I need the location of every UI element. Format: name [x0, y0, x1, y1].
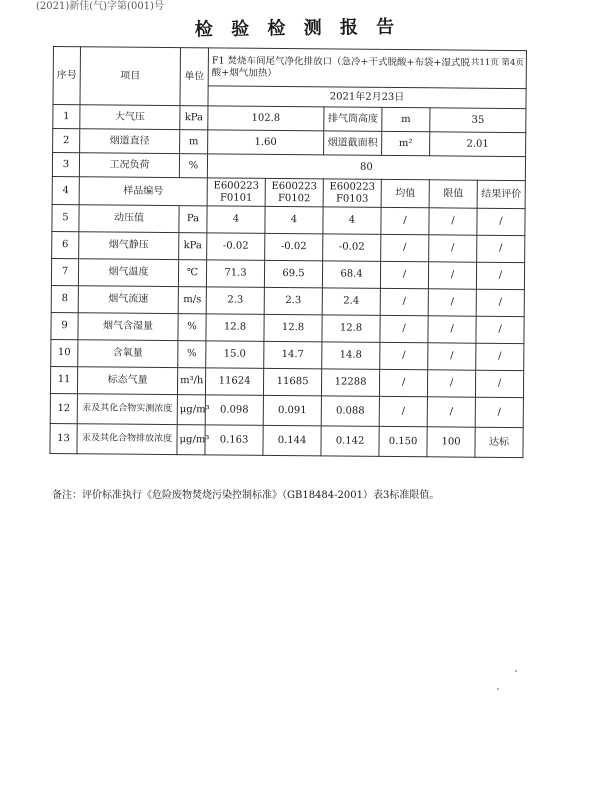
location-text: F1 焚烧车间尾气净化排放口（急冷+干式脱酸+布袋+湿式脱酸+烟气加热） [211, 55, 470, 79]
table-row [50, 393, 523, 427]
row-value-1: -0.02 [207, 233, 265, 261]
row-value2: 35 [430, 108, 526, 133]
row-limit: / [428, 262, 476, 289]
row-item2: 排气筒高度 [324, 107, 382, 132]
row-limit: 100 [427, 427, 475, 457]
row-average: / [380, 342, 428, 369]
row-value-3: 0.088 [321, 396, 379, 427]
table-row [50, 366, 523, 397]
row-value2: 2.01 [430, 132, 526, 157]
row-no: 5 [52, 204, 79, 231]
row-unit: % [178, 341, 206, 368]
measurement-rows [50, 204, 525, 457]
row-value-3: 2.4 [322, 288, 380, 316]
row-no: 4 [52, 176, 79, 204]
row-unit: m [180, 130, 208, 154]
col-limit-header: 限值 [429, 180, 477, 208]
row-unit: % [178, 314, 206, 341]
row-evaluation: / [475, 370, 523, 397]
date-cell: 2021年2月23日 [208, 86, 526, 109]
sample-id-1: E600223 F0101 [207, 178, 265, 207]
col-item-header: 项目 [80, 47, 181, 106]
location-cell [208, 48, 526, 89]
col-no-header: 序号 [53, 47, 81, 105]
row-evaluation: / [476, 343, 524, 370]
row-unit2: m² [382, 131, 430, 155]
row-average: / [380, 315, 428, 342]
row-evaluation: / [475, 397, 523, 427]
row-value: 80 [207, 154, 525, 181]
row-value-3: 0.142 [321, 426, 379, 457]
row-value-2: 11685 [263, 368, 321, 396]
row-item: 动压值 [79, 205, 179, 233]
sample-id-2: E600223 F0102 [265, 178, 323, 207]
row-item: 烟道直径 [80, 129, 180, 154]
row-item: 样品编号 [79, 177, 207, 206]
row-item: 工况负荷 [79, 153, 179, 178]
table-row [51, 258, 524, 289]
table-row [52, 231, 525, 262]
row-value-2: 12.8 [264, 314, 322, 342]
row-no: 3 [52, 153, 79, 177]
row-unit: ℃ [178, 260, 206, 287]
row-no: 11 [50, 366, 77, 393]
row-limit: / [427, 397, 475, 427]
document-reference: (2021)新佳(气)字第(001)号 [36, 1, 164, 12]
row-no: 9 [51, 312, 78, 339]
table-row [50, 423, 523, 457]
row-unit: kPa [180, 106, 208, 130]
row-value-3: 4 [323, 207, 381, 235]
row-value-3: 14.8 [322, 342, 380, 370]
row-value-2: 69.5 [264, 260, 322, 288]
row-item: 含氧量 [78, 340, 178, 368]
row-no: 2 [53, 129, 80, 153]
row-no: 13 [50, 423, 77, 453]
row-item: 汞及其化合物排放浓度 [77, 424, 177, 455]
table-row [52, 204, 525, 235]
row-unit: Pa [179, 206, 207, 233]
row-limit: / [427, 370, 475, 397]
row-average: / [379, 369, 427, 396]
row-limit: / [429, 208, 477, 235]
row-average: / [381, 234, 429, 261]
row-no: 7 [51, 258, 78, 285]
table-row [51, 285, 524, 316]
data-table [49, 46, 527, 458]
row-evaluation: / [476, 289, 524, 316]
row-value-1: 71.3 [206, 260, 264, 288]
row-value-2: 0.144 [263, 425, 321, 456]
page-info: 共11页 第4页 [470, 57, 524, 68]
row-unit2: m [382, 107, 430, 131]
row-item: 烟气温度 [78, 259, 178, 287]
row-average: / [379, 396, 427, 426]
row-limit: / [428, 316, 476, 343]
row-item: 烟气静压 [79, 232, 179, 260]
row-no: 1 [53, 105, 80, 129]
report-sheet [49, 46, 527, 458]
row-value: 1.60 [208, 130, 324, 155]
row-value-1: 12.8 [206, 314, 264, 342]
row-value-3: 12288 [321, 369, 379, 397]
row-value: 102.8 [208, 106, 324, 131]
row-item: 烟气含湿量 [78, 313, 178, 341]
row-value-2: 0.091 [263, 395, 321, 426]
row-value-1: 15.0 [206, 341, 264, 369]
row-item: 标态气量 [77, 367, 177, 395]
sample-id-3: E600223 F0103 [323, 179, 381, 208]
row-no: 6 [52, 231, 79, 258]
row-average: / [381, 207, 429, 234]
row-unit: μg/m³ [177, 425, 205, 455]
row-unit: kPa [179, 233, 207, 260]
row-item: 大气压 [80, 105, 180, 130]
row-value-1: 11624 [205, 368, 263, 396]
row-unit: m/s [178, 287, 206, 314]
footnote: 备注：评价标准执行《危险废物焚烧污染控制标准》（GB18484-2001）表3标准限值。 [52, 490, 440, 501]
row-limit: / [429, 235, 477, 262]
sample-row [52, 176, 525, 208]
row-value-1: 0.098 [205, 395, 263, 426]
row-average: 0.150 [379, 426, 427, 456]
header-row [53, 47, 526, 89]
row-evaluation: / [476, 316, 524, 343]
row-average: / [380, 288, 428, 315]
scan-speck [515, 670, 517, 672]
row-limit: / [428, 343, 476, 370]
row-value-3: 12.8 [322, 315, 380, 343]
row-value-3: -0.02 [323, 234, 381, 262]
col-evaluation-header: 结果评价 [477, 180, 525, 208]
row-average: / [380, 261, 428, 288]
row-value-1: 2.3 [206, 287, 264, 315]
row-value-2: 2.3 [264, 287, 322, 315]
col-average-header: 均值 [381, 179, 429, 207]
row-no: 12 [50, 393, 77, 423]
row-evaluation: / [477, 235, 525, 262]
row-item: 烟气流速 [78, 286, 178, 314]
row-evaluation: 达标 [475, 427, 523, 457]
row-no: 8 [51, 285, 78, 312]
row-value-2: -0.02 [265, 233, 323, 261]
row-item2: 烟道截面积 [324, 131, 382, 156]
table-row [51, 312, 524, 343]
scan-speck [497, 688, 499, 690]
row-value-2: 14.7 [264, 341, 322, 369]
row-evaluation: / [476, 262, 524, 289]
row-value-3: 68.4 [322, 261, 380, 289]
row-value-1: 0.163 [205, 425, 263, 456]
row-value-1: 4 [207, 206, 265, 234]
row-unit: m³/h [177, 368, 205, 395]
row-unit: % [179, 154, 207, 178]
row-item: 汞及其化合物实测浓度 [77, 394, 177, 425]
row-limit: / [428, 289, 476, 316]
report-title: 检 验 检 测 报 告 [194, 16, 401, 41]
row-value-2: 4 [265, 206, 323, 234]
row-unit: μg/m³ [177, 395, 205, 425]
row-no: 10 [51, 339, 78, 366]
row-evaluation: / [477, 208, 525, 235]
table-row [51, 339, 524, 370]
col-unit-header: 单位 [180, 48, 209, 106]
